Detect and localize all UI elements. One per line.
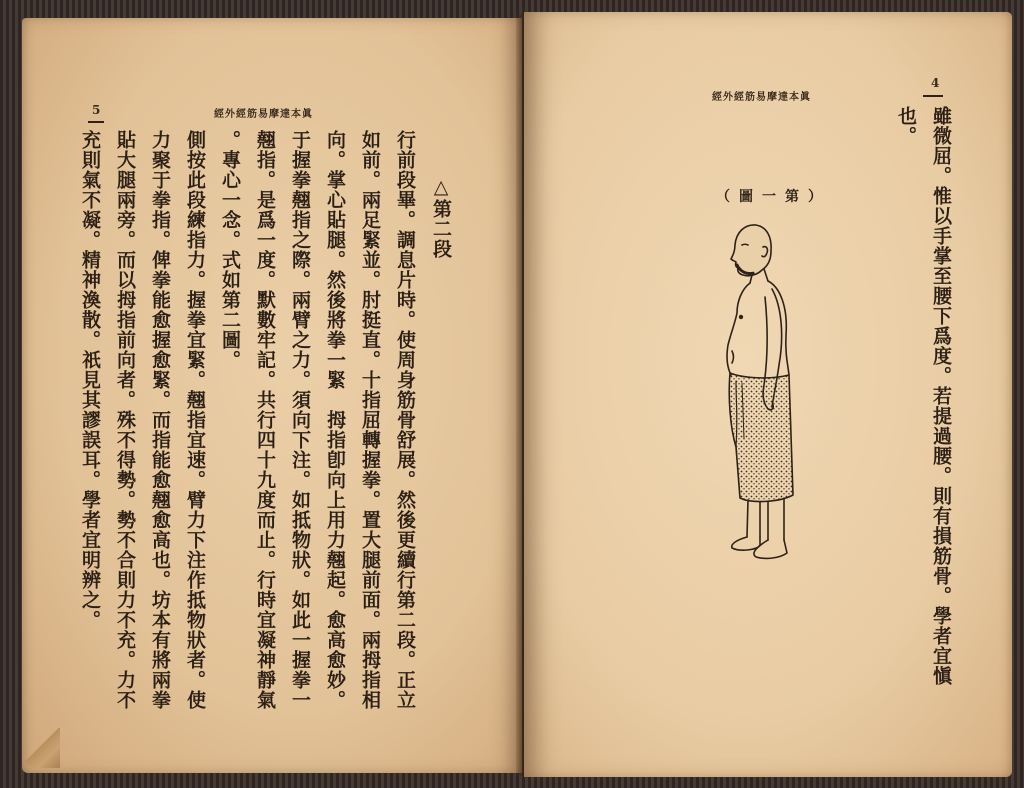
figure-loincloth xyxy=(729,373,793,502)
figure-head xyxy=(731,225,771,276)
dog-eared-corner xyxy=(24,728,60,768)
text-column: 也。 xyxy=(895,106,917,146)
text-column: 。專心一念。式如第二圖。 xyxy=(219,130,241,370)
text-column: 向。掌心貼腿。然後將拳一緊 拇指卽向上用力翹起。愈高愈妙。 xyxy=(324,130,346,710)
left-page-number-rule xyxy=(88,121,104,123)
text-column: 翹指。是爲一度。默數牢記。共行四十九度而止。行時宜凝神靜氣 xyxy=(254,130,276,710)
text-column: 于握拳翹指之際。兩臂之力。須向下注。如抵物狀。如此一握拳一 xyxy=(289,130,311,710)
figure-chest xyxy=(727,283,750,375)
left-page-number: 5 xyxy=(92,103,101,117)
commentary-column: 充則氣不凝。精神渙散。祇見其謬誤耳。學者宜明辨之。 xyxy=(79,130,101,630)
commentary-column: 貼大腿兩旁。而以拇指前向者。殊不得勢。勢不合則力不充。力不 xyxy=(114,130,136,710)
commentary-column: 側按此段練指力。握拳宜緊。翹指宜速。臂力下注作抵物狀者。使 xyxy=(184,130,206,710)
right-page-number: 4 xyxy=(931,76,940,90)
right-page-number-rule xyxy=(923,95,943,97)
figure-back xyxy=(768,281,789,375)
text-column: 行前段畢。調息片時。使周身筋骨舒展。然後更續行第二段。正立 xyxy=(394,130,416,710)
section-heading: △第二段 xyxy=(430,176,452,259)
text-column: 如前。兩足緊並。肘挺直。十指屈轉握拳。置大腿前面。兩拇指相 xyxy=(359,130,381,710)
standing-man-illustration-icon xyxy=(700,215,830,565)
right-running-head: 眞本達摩易筋經外經 xyxy=(712,92,811,103)
figure-foot xyxy=(732,537,760,550)
commentary-column: 力聚于拳指。俾拳能愈握愈緊。而指能愈翹愈高也。坊本有將兩拳 xyxy=(149,130,171,710)
figure-drawing xyxy=(700,215,830,565)
figure-caption: （第一圖） xyxy=(716,189,831,205)
text-column: 雖微屈。惟以手掌至腰下爲度。若提過腰。則有損筋骨。學者宜愼 xyxy=(930,106,952,686)
left-running-head: 眞本達摩易筋經外經 xyxy=(214,109,313,120)
figure-foot xyxy=(754,540,787,558)
